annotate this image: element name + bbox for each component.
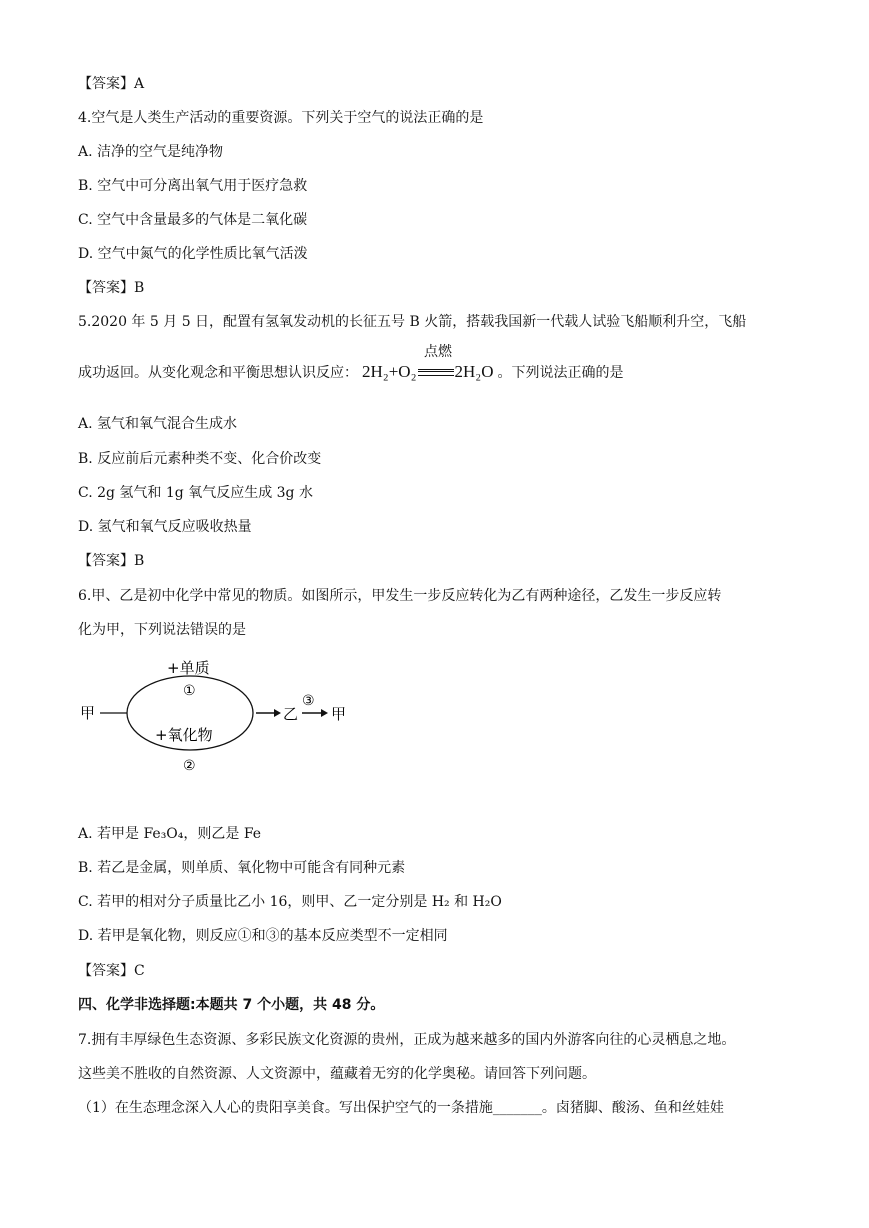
q4-option-d: D. 空气中氮气的化学性质比氧气活泼: [78, 246, 308, 262]
diagram-top-label: +单质: [167, 659, 210, 677]
equation-products: 2H₂O: [454, 362, 494, 381]
diagram-bottom-label: +氧化物: [155, 726, 213, 744]
q6-option-a: A. 若甲是 Fe₃O₄，则乙是 Fe: [78, 826, 262, 842]
q4-option-b: B. 空气中可分离出氧气用于医疗急救: [78, 178, 308, 194]
q5-stem-pre: 成功返回。从变化观念和平衡思想认识反应：: [78, 365, 358, 381]
equation-equals-sign: [418, 369, 454, 376]
q6-stem-line2: 化为甲，下列说法错误的是: [78, 622, 246, 638]
q7-line3: （1）在生态理念深入人心的贵阳享美食。写出保护空气的一条措施_______。卤猪脚、酸汤、鱼和丝娃娃: [78, 1100, 724, 1116]
q5-option-d: D. 氢气和氧气反应吸收热量: [78, 519, 252, 535]
q5-stem-post: 。下列说法正确的是: [497, 365, 624, 381]
q4-option-a: A. 洁净的空气是纯净物: [78, 144, 224, 160]
answer-q4: 【答案】B: [78, 280, 145, 296]
diagram-bottom-number: ②: [183, 758, 196, 774]
q6-option-c: C. 若甲的相对分子质量比乙小 16，则甲、乙一定分别是 H₂ 和 H₂O: [78, 894, 502, 910]
q5-option-c: C. 2g 氢气和 1g 氧气反应生成 3g 水: [78, 485, 313, 501]
diagram-arrowhead-2: [321, 709, 328, 717]
q5-option-b: B. 反应前后元素种类不变、化合价改变: [78, 451, 322, 467]
equation-reactants: 2H₂+O₂: [362, 362, 417, 381]
section-heading: 四、化学非选择题:本题共 7 个小题，共 48 分。: [78, 997, 385, 1013]
diagram-arrowhead-1: [274, 709, 281, 717]
diagram-step-number: ③: [302, 693, 315, 709]
q5-option-a: A. 氢气和氧气混合生成水: [78, 416, 238, 432]
q5-stem-line2: [78, 344, 624, 383]
q6-option-d: D. 若甲是氧化物，则反应①和③的基本反应类型不一定相同: [78, 928, 448, 944]
q6-stem-line1: 6.甲、乙是初中化学中常见的物质。如图所示，甲发生一步反应转化为乙有两种途径，乙发生一步反应转: [78, 588, 722, 604]
diagram-start-label: 甲: [80, 704, 96, 722]
answer-q3: 【答案】A: [78, 76, 145, 92]
q4-option-c: C. 空气中含量最多的气体是二氧化碳: [78, 212, 308, 228]
q7-line2: 这些美不胜收的自然资源、人文资源中，蕴藏着无穷的化学奥秘。请回答下列问题。: [78, 1066, 596, 1082]
reaction-pathway-diagram: [70, 650, 370, 800]
q7-line1: 7.拥有丰厚绿色生态资源、多彩民族文化资源的贵州，正成为越来越多的国内外游客向往的心灵栖息之地。: [78, 1032, 736, 1048]
diagram-end-label: 甲: [331, 705, 347, 723]
answer-q5: 【答案】B: [78, 553, 145, 569]
diagram-mid-label: 乙: [283, 705, 299, 723]
chemical-equation: [362, 344, 494, 382]
answer-q6: 【答案】C: [78, 963, 145, 979]
q5-stem-line1: 5.2020 年 5 月 5 日，配置有氢氧发动机的长征五号 B 火箭，搭载我国新一代载人试验飞船顺利升空，飞船: [78, 314, 747, 330]
equation-condition: 点燃: [424, 344, 452, 360]
diagram-top-number: ①: [183, 683, 196, 699]
q6-option-b: B. 若乙是金属，则单质、氧化物中可能含有同种元素: [78, 860, 406, 876]
q4-stem: 4.空气是人类生产活动的重要资源。下列关于空气的说法正确的是: [78, 110, 484, 126]
